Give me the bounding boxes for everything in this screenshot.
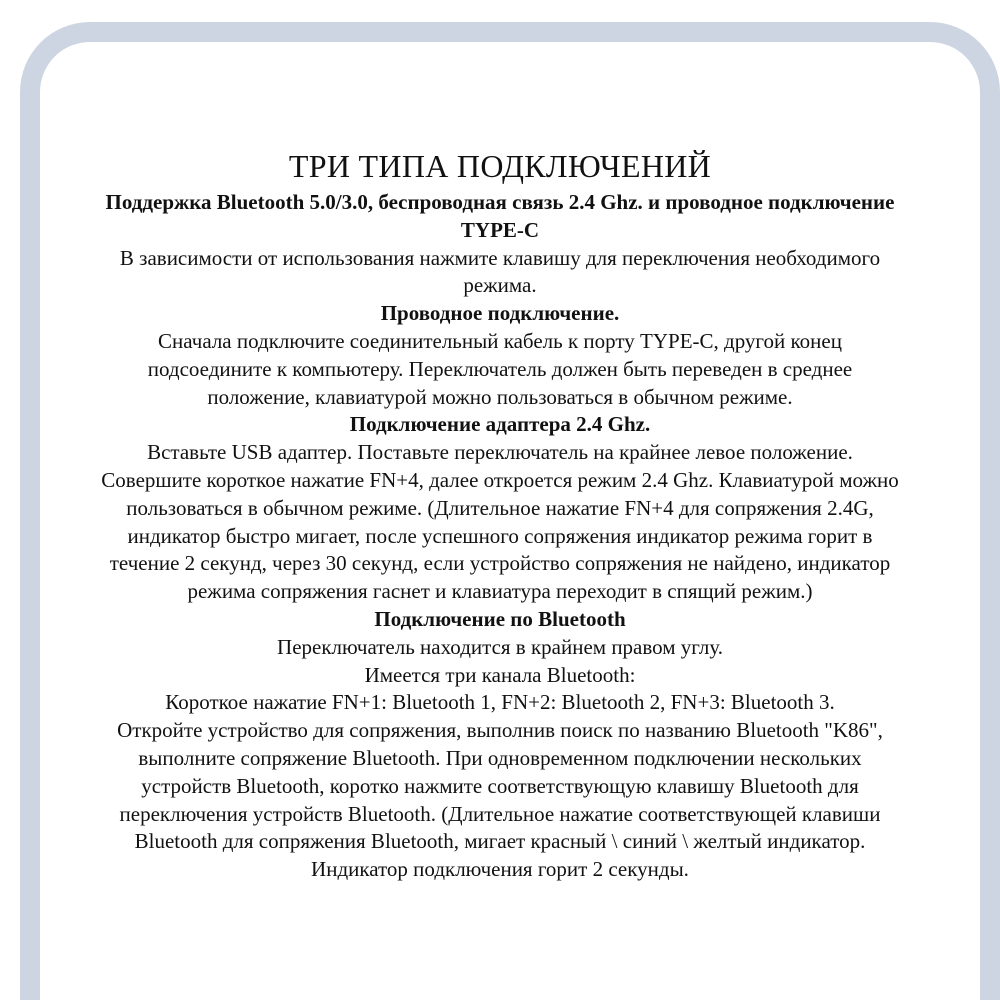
- section-heading-line: Поддержка Bluetooth 5.0/3.0, беспроводная связь 2.4 Ghz. и проводное подключение: [105, 190, 895, 214]
- body-text-line: Совершите короткое нажатие FN+4, далее откроется режим 2.4 Ghz. Клавиатурой можно: [101, 467, 899, 492]
- body-text-line: Индикатор подключения горит 2 секунды.: [311, 857, 689, 882]
- body-text-line: пользоваться в обычном режиме. (Длительное нажатие FN+4 для сопряжения 2.4G,: [126, 495, 874, 520]
- body-text-line: положение, клавиатурой можно пользоваться в обычном режиме.: [207, 384, 793, 409]
- section-heading-line: Подключение по Bluetooth: [374, 606, 626, 631]
- body-text-line: Имеется три канала Bluetooth:: [364, 662, 636, 687]
- body-text-line: режима.: [463, 273, 537, 298]
- body-text-line: устройств Bluetooth, коротко нажмите соответствующую клавишу Bluetooth для: [141, 773, 859, 798]
- section-heading-line: Подключение адаптера 2.4 Ghz.: [349, 412, 651, 437]
- body-text-line: режима сопряжения гаснет и клавиатура переходит в спящий режим.): [187, 579, 813, 604]
- body-text-line: Короткое нажатие FN+1: Bluetooth 1, FN+2: Bluetooth 2, FN+3: Bluetooth 3.: [165, 690, 835, 715]
- section-heading-line: Проводное подключение.: [380, 301, 620, 326]
- body-text-line: переключения устройств Bluetooth. (Длительное нажатие соответствующей клавиши: [119, 801, 881, 826]
- section-heading-line: TYPE-C: [460, 217, 540, 242]
- body-text-line: Сначала подключите соединительный кабель к порту TYPE-C, другой конец: [158, 328, 842, 353]
- body-text-line: Переключатель находится в крайнем правом углу.: [277, 634, 723, 659]
- body-text-line: Откройте устройство для сопряжения, выполнив поиск по названию Bluetooth "K86",: [117, 718, 883, 743]
- body-text-line: индикатор быстро мигает, после успешного сопряжения индикатор режима горит в: [127, 523, 873, 548]
- body-text-line: В зависимости от использования нажмите клавишу для переключения необходимого: [119, 245, 881, 270]
- body-text-line: Вставьте USB адаптер. Поставьте переключатель на крайнее левое положение.: [147, 440, 853, 465]
- document-body: [40, 143, 960, 884]
- document-title: ТРИ ТИПА ПОДКЛЮЧЕНИЙ: [288, 148, 712, 184]
- body-text-line: выполните сопряжение Bluetooth. При одновременном подключении нескольких: [138, 745, 862, 770]
- body-text-line: Bluetooth для сопряжения Bluetooth, мигает красный \ синий \ желтый индикатор.: [134, 829, 866, 854]
- body-text-line: течение 2 секунд, через 30 секунд, если устройство сопряжения не найдено, индикатор: [109, 551, 891, 576]
- body-text-line: подсоедините к компьютеру. Переключатель должен быть переведен в среднее: [147, 356, 853, 381]
